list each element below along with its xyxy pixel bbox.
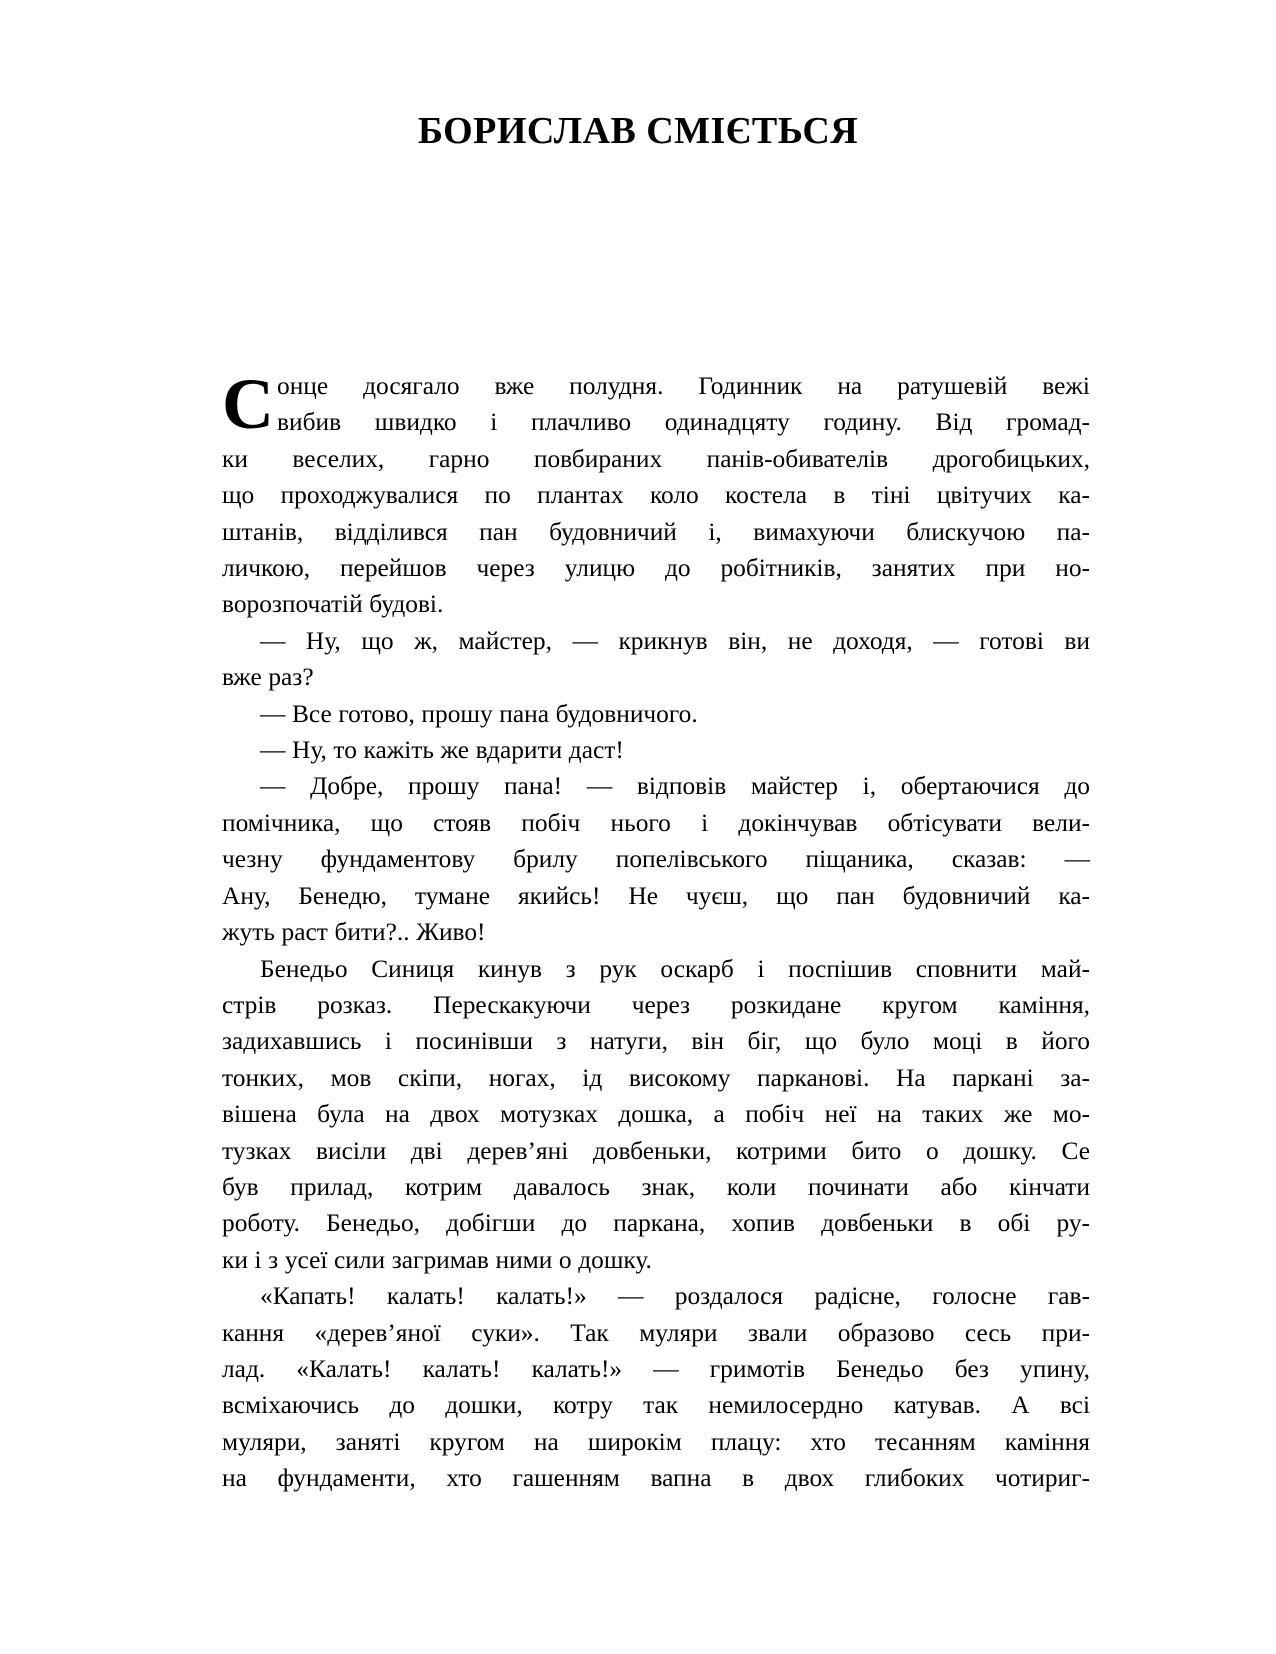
text-line: чезну фундаментову брилу попелівського піщаника, сказав: — — [222, 845, 1090, 874]
text-line: всміхаючись до дошки, котру так немилосердно катував. А всі — [222, 1391, 1090, 1420]
text-line: вже раз? — [222, 663, 314, 692]
text-line: Ану, Бенедю, тумане якийсь! Не чуєш, що пан будовничий ка- — [222, 881, 1090, 910]
text-line: жуть раст бити?.. Живо! — [222, 918, 486, 947]
text-line: — Все готово, прошу пана будовничого. — [260, 699, 698, 728]
text-line: помічника, що стояв побіч нього і докінчував обтісувати вели- — [222, 808, 1090, 837]
body-text — [222, 364, 1090, 1497]
text-line: на фундаменти, хто гашенням вапна в двох глибоких чотириг- — [222, 1464, 1090, 1493]
text-line: був прилад, котрим давалось знак, коли починати або кінчати — [222, 1172, 1090, 1201]
text-line: ки веселих, гарно повбираних панів-обивателів дрогобицьких, — [222, 444, 1090, 473]
text-line: вибив швидко і плачливо одинадцяту годину. Від громад- — [277, 408, 1090, 437]
text-line: тузках висіли дві дерев’яні довбеньки, котрими бито о дошку. Се — [222, 1136, 1090, 1165]
text-line: стрів розказ. Перескакуючи через розкидане кругом каміння, — [222, 990, 1090, 1019]
text-line: — Ну, то кажіть же вдарити даст! — [260, 736, 624, 765]
text-line: онце досягало вже полудня. Годинник на ратушевій вежі — [277, 372, 1090, 400]
text-line: тонких, мов скіпи, ногах, ід високому парканові. На паркані за- — [222, 1063, 1090, 1092]
page-title: БОРИСЛАВ СМІЄТЬСЯ — [417, 110, 859, 153]
text-line: задихавшись і посинівши з натуги, він біг, що було моці в його — [222, 1027, 1090, 1056]
text-line: ворозпочатій будові. — [222, 590, 444, 619]
text-line: Бенедьо Синиця кинув з рук оскарб і поспішив сповнити май- — [260, 954, 1090, 983]
text-line: лад. «Калать! калать! калать!» — гримотів Бенедьо без упину, — [222, 1354, 1090, 1383]
text-line: штанів, відділився пан будовничий і, вимахуючи блискучою па- — [222, 517, 1090, 546]
text-line: — Ну, що ж, майстер, — крикнув він, не доходя, — готові ви — [260, 626, 1090, 655]
paragraph — [222, 696, 1090, 732]
paragraph — [222, 951, 1090, 1279]
text-line: личкою, перейшов через улицю до робітників, занятих при но- — [222, 554, 1090, 583]
text-line: роботу. Бенедьо, добігши до паркана, хопив довбеньки в обі ру- — [222, 1209, 1090, 1238]
text-line: ки і з усеї сили загримав ними о дошку. — [222, 1245, 652, 1274]
text-line: що проходжувалися по плантах коло костела в тіні цвітучих ка- — [222, 481, 1090, 510]
paragraph — [222, 364, 1090, 623]
text-line: — Добре, прошу пана! — відповів майстер і, обертаючися до — [260, 772, 1090, 801]
text-line: муляри, заняті кругом на широкім плацу: хто тесанням каміння — [222, 1427, 1090, 1456]
text-line: «Капать! калать! калать!» — роздалося радісне, голосне гав- — [260, 1282, 1090, 1311]
paragraph — [222, 623, 1090, 696]
drop-cap: С — [222, 364, 274, 444]
paragraph — [222, 1278, 1090, 1496]
text-line: кання «дерев’яної суки». Так муляри звали образово сесь при- — [222, 1318, 1090, 1347]
paragraph — [222, 732, 1090, 768]
paragraph — [222, 768, 1090, 950]
text-line: вішена була на двох мотузках дошка, а побіч неї на таких же мо- — [222, 1100, 1090, 1129]
